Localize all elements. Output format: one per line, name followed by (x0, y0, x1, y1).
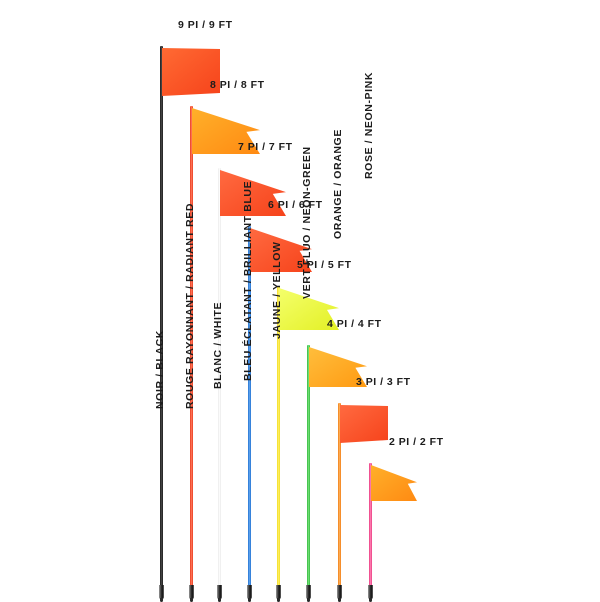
color-label-7ft: BLANC / WHITE (212, 301, 224, 389)
size-label-3ft: 3 PI / 3 FT (356, 376, 411, 388)
pole-tip-icon (337, 585, 342, 599)
pole-tip-icon (368, 585, 373, 599)
color-label-3ft: ORANGE / ORANGE (332, 129, 344, 239)
pole-tip-icon (189, 585, 194, 599)
size-label-5ft: 5 PI / 5 FT (297, 259, 352, 271)
size-label-8ft: 8 PI / 8 FT (210, 79, 265, 91)
size-label-9ft: 9 PI / 9 FT (178, 19, 233, 31)
color-label-6ft: BLEU ÉCLATANT / BRILLIANT BLUE (242, 180, 254, 381)
pole-tip-icon (159, 585, 164, 599)
pole-tip-icon (306, 585, 311, 599)
pole-tip-icon (247, 585, 252, 599)
size-label-7ft: 7 PI / 7 FT (238, 141, 293, 153)
color-label-4ft: VERT FLUO / NEON-GREEN (301, 146, 313, 299)
color-label-9ft: NOIR / BLACK (154, 330, 166, 409)
size-label-2ft: 2 PI / 2 FT (389, 436, 444, 448)
color-label-8ft: ROUGE RAYONNANT / RADIANT RED (184, 202, 196, 409)
size-label-6ft: 6 PI / 6 FT (268, 199, 323, 211)
flag-2ft (371, 465, 417, 501)
pole-9ft (160, 46, 163, 599)
color-label-5ft: JAUNE / YELLOW (271, 241, 283, 339)
pole-tip-icon (217, 585, 222, 599)
color-label-2ft: ROSE / NEON-PINK (363, 71, 375, 179)
flag-3ft (340, 405, 388, 443)
pole-tip-icon (276, 585, 281, 599)
size-label-4ft: 4 PI / 4 FT (327, 318, 382, 330)
